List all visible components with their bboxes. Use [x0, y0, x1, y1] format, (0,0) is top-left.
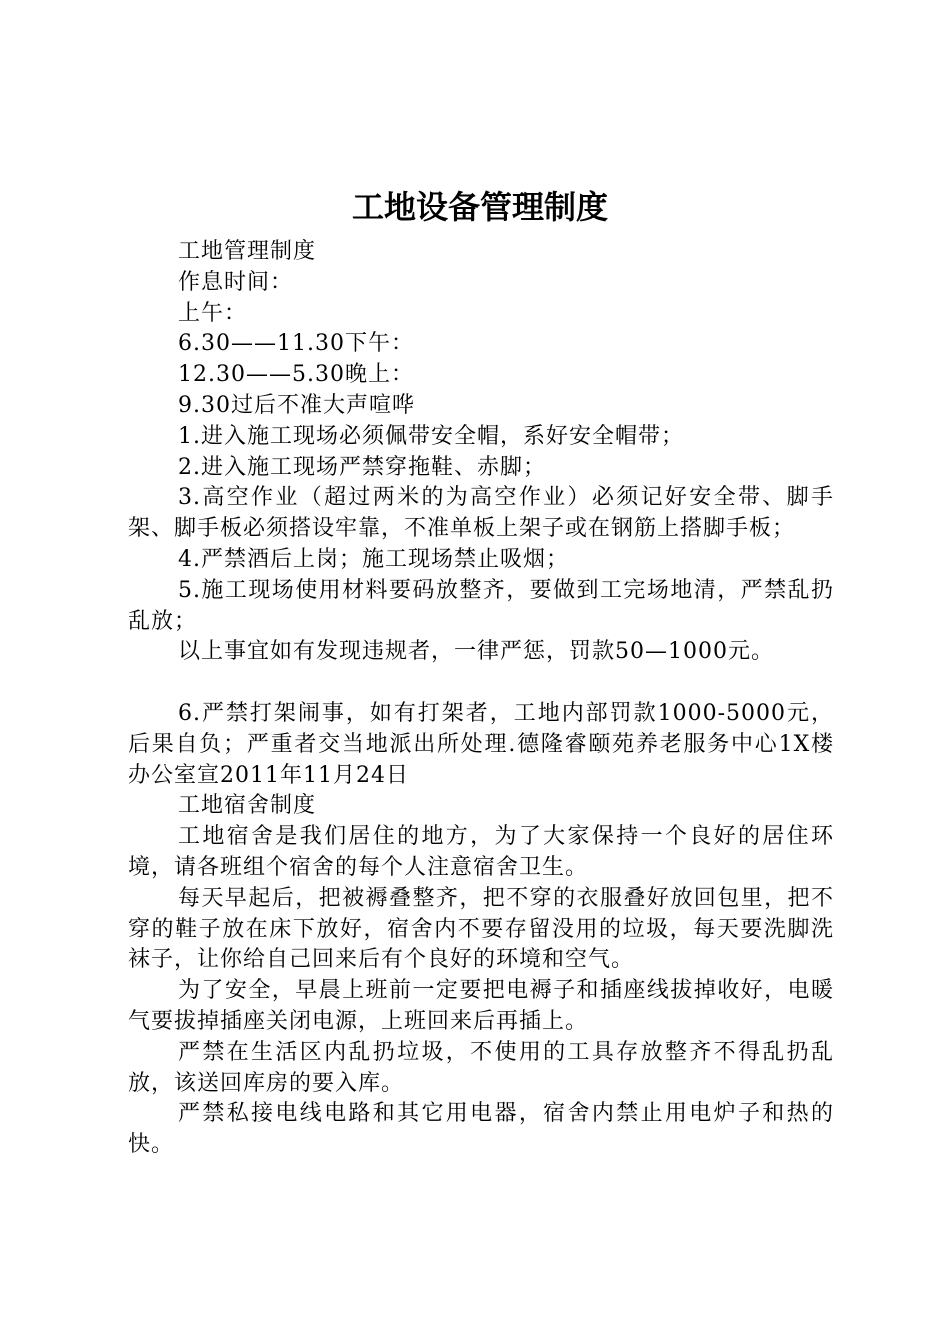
paragraph-dorm-litter: 严禁在生活区内乱扔垃圾，不使用的工具存放整齐不得乱扔乱放，该送回库房的要入库。	[128, 1039, 834, 1096]
paragraph-quiet-hours: 9.30过后不准大声喧哗	[178, 392, 415, 418]
document-title: 工地设备管理制度	[351, 188, 608, 226]
document-body	[128, 237, 834, 1161]
paragraph-morning-hours: 6.30——11.30下午：	[178, 331, 414, 357]
rule-item-2: 2.进入施工现场严禁穿拖鞋、赤脚；	[178, 454, 546, 480]
paragraph-dorm-daily: 每天早起后，把被褥叠整齐，把不穿的衣服叠好放回包里，把不穿的鞋子放在床下放好，宿舍内不要存留没用的垃圾，每天要洗脚洗袜子，让你给自己回来后有个良好的环境和空气。	[128, 885, 834, 973]
paragraph-dorm-intro: 工地宿舍是我们居住的地方，为了大家保持一个良好的居住环境，请各班组个宿舍的每个人注意宿舍卫生。	[128, 824, 834, 880]
paragraph-afternoon-hours: 12.30——5.30晚上：	[178, 362, 414, 388]
paragraph-schedule-label: 作息时间：	[178, 269, 294, 295]
rule-item-3: 3.高空作业（超过两米的为高空作业）必须记好安全带、脚手架、脚手板必须搭设牢靠，不准单板上架子或在钢筋上搭脚手板；	[128, 485, 834, 542]
rule-item-5: 5.施工现场使用材料要码放整齐，要做到工完场地清，严禁乱扔乱放；	[128, 577, 834, 634]
paragraph-penalty-notice: 以上事宜如有发现违规者，一律严惩，罚款50—1000元。	[178, 639, 774, 665]
paragraph-dorm-electric: 严禁私接电线电路和其它用电器，宿舍内禁止用电炉子和热的快。	[128, 1101, 834, 1158]
paragraph-morning-label: 上午：	[178, 300, 248, 326]
rule-item-6: 6.严禁打架闹事，如有打架者，工地内部罚款1000-5000元，后果自负；严重者交当地派出所处理.德隆睿颐苑养老服务中心1X楼办公室宣2011年11月24日	[128, 700, 834, 788]
paragraph-dorm-safety: 为了安全，早晨上班前一定要把电褥子和插座线拔掉收好，电暖气要拔掉插座关闭电源，上班回来后再插上。	[128, 978, 834, 1034]
paragraph-dorm-rules-heading: 工地宿舍制度	[178, 793, 317, 819]
blank-line	[128, 668, 834, 699]
paragraph-site-rules-heading: 工地管理制度	[178, 239, 317, 264]
rule-item-1: 1.进入施工现场必须佩带安全帽，系好安全帽带；	[178, 423, 684, 449]
rule-item-4: 4.严禁酒后上岗；施工现场禁止吸烟；	[178, 546, 569, 572]
